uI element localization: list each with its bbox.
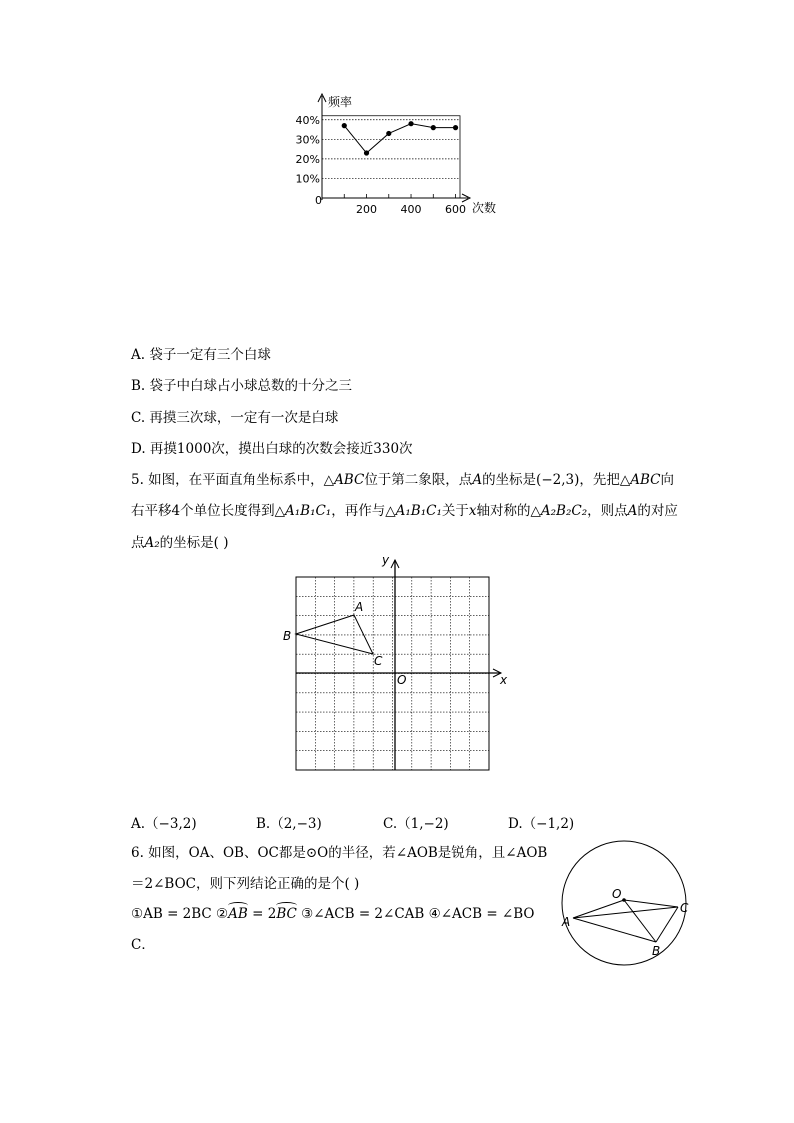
- data-points: [342, 121, 458, 156]
- arc-bc: BC: [276, 904, 297, 924]
- x-tick-label: 200: [356, 203, 378, 216]
- label-o: O: [397, 673, 407, 687]
- label-x: x: [500, 673, 508, 687]
- q6-line3: ①AB = 2BC ② AB = 2 BC ③∠ACB = 2∠CAB ④∠ACB = ∠BO: [131, 904, 534, 924]
- option-4c: C. 再摸三次球，一定有一次是白球: [131, 410, 339, 426]
- data-point: [342, 123, 347, 128]
- x-tick-label: 400: [400, 203, 422, 216]
- chart-ylabel: 频率: [328, 95, 353, 109]
- data-point: [364, 150, 369, 155]
- data-point: [453, 125, 458, 130]
- option-4b: B. 袋子中白球占小球总数的十分之三: [131, 378, 353, 394]
- chart-xticks: [356, 203, 466, 216]
- q5-line2: 右平移4个单位长度得到△A₁B₁C₁，再作与△A₁B₁C₁关于x轴对称的△A₂B₂C₂，则点A的对应: [131, 503, 678, 519]
- q5-line1: 5. 如图，在平面直角坐标系中，△ABC位于第二象限，点A的坐标是(−2,3)，先把△ABC向: [131, 472, 675, 488]
- coordinate-grid-figure: [275, 550, 515, 775]
- q5-line3: 点A₂的坐标是( ): [131, 535, 229, 551]
- y-tick-label: 10%: [295, 172, 320, 186]
- data-point: [431, 125, 436, 130]
- x-tick-label: 600: [445, 203, 467, 216]
- chart-origin: 0: [315, 194, 322, 207]
- q5-option-b: B.（2,−3): [256, 816, 322, 832]
- q6-line2: ＝2∠BOC，则下列结论正确的是个( ): [131, 876, 360, 892]
- circle-figure: [560, 838, 710, 968]
- data-series-line: [344, 124, 455, 153]
- chart-xlabel: 次数: [472, 201, 497, 215]
- chord-ab: [573, 918, 656, 942]
- option-4a: A. 袋子一定有三个白球: [131, 347, 271, 363]
- option-4d: D. 再摸1000次，摸出白球的次数会接近330次: [131, 441, 413, 457]
- label-c: C: [374, 654, 383, 668]
- label-o: O: [612, 887, 622, 901]
- q6-line1: 6. 如图，OA、OB、OC都是⊙O的半径，若∠AOB是锐角，且∠AOB: [131, 845, 548, 861]
- chart-grid: [322, 116, 460, 198]
- arc-ab: AB: [228, 904, 248, 924]
- label-y: y: [382, 553, 390, 567]
- q6-line4: C．: [131, 937, 155, 953]
- y-tick-label: 40%: [295, 113, 320, 127]
- y-tick-label: 20%: [295, 152, 320, 166]
- chart-frame: [322, 116, 460, 198]
- q5-option-c: C.（1,−2): [383, 816, 449, 832]
- label-a: A: [562, 915, 571, 929]
- data-point: [408, 121, 413, 126]
- center-dot: [622, 898, 626, 902]
- label-a: A: [355, 600, 364, 614]
- q5-option-d: D.（−1,2): [508, 816, 575, 832]
- circle-o: [562, 841, 686, 965]
- q5-option-a: A.（−3,2): [131, 816, 197, 832]
- radius-ob: [624, 900, 656, 942]
- label-b: B: [283, 629, 292, 643]
- chart-yticks: [296, 114, 320, 186]
- chord-bc: [656, 907, 678, 942]
- label-c: C: [680, 901, 689, 915]
- label-b: B: [652, 944, 661, 958]
- radius-oc: [624, 900, 678, 907]
- frequency-line-chart: [290, 90, 510, 220]
- y-tick-label: 30%: [295, 133, 320, 147]
- data-point: [386, 131, 391, 136]
